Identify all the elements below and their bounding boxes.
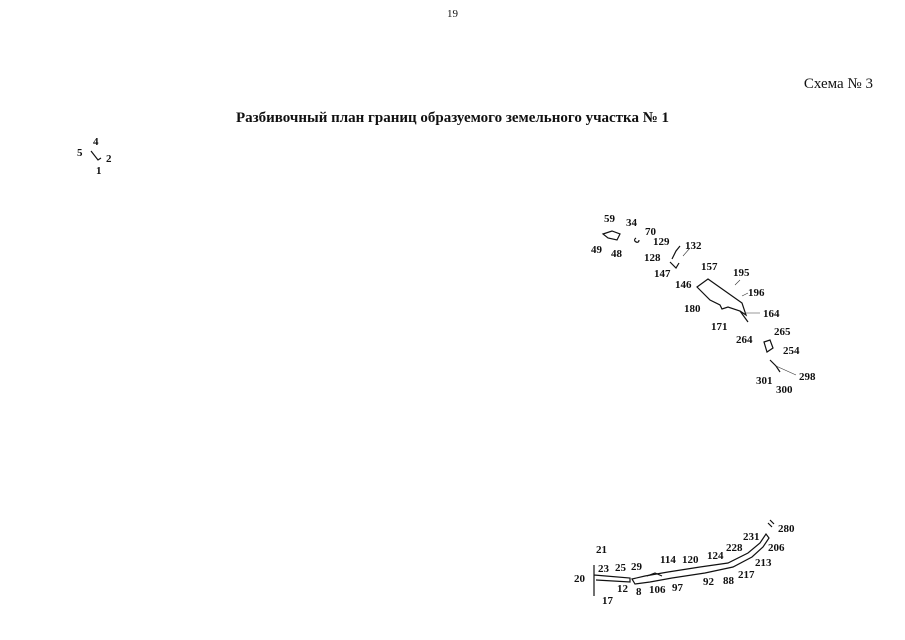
boundary-line [770,360,780,372]
plan-title-text: Разбивочный план границ образуемого земельного участка № 1 [235,110,670,126]
scheme-label: Схема № 3 [803,76,873,92]
point-label: 97 [672,582,683,594]
page-number: 19 [447,8,458,20]
point-label: 124 [707,550,724,562]
boundary-line [635,238,640,242]
point-label: 48 [611,248,622,260]
point-label: 195 [733,267,750,279]
point-label: 147 [654,268,671,280]
boundary-line [91,151,101,160]
point-label: 231 [743,531,760,543]
point-label: 206 [768,542,785,554]
point-label: 171 [711,321,728,333]
point-label: 157 [701,261,718,273]
point-label: 2 [106,153,112,165]
point-label: 298 [799,371,816,383]
parcel-fragment-b [591,213,816,396]
point-label: 5 [77,147,83,159]
point-label: 132 [685,240,702,252]
point-label: 180 [684,303,701,315]
point-label: 88 [723,575,734,587]
point-label: 92 [703,576,714,588]
point-label: 25 [615,562,626,574]
boundary-line [768,520,774,527]
point-label: 301 [756,375,773,387]
point-label: 120 [682,554,699,566]
point-label: 70 [645,226,656,238]
point-label: 20 [574,573,585,585]
point-label: 106 [649,584,666,596]
point-label: 254 [783,345,800,357]
point-label: 59 [604,213,615,225]
point-label: 4 [93,136,99,148]
point-label: 264 [736,334,753,346]
point-label: 34 [626,217,637,229]
point-label: 17 [602,595,613,607]
point-label: 217 [738,569,755,581]
point-label: 12 [617,583,628,595]
point-label: 228 [726,542,743,554]
point-label: 23 [598,563,609,575]
point-label: 114 [660,554,676,566]
point-label: 300 [776,384,793,396]
point-label: 164 [763,308,780,320]
boundary-line [670,246,680,268]
point-label: 49 [591,244,602,256]
point-label: 128 [644,252,661,264]
point-label: 8 [636,586,642,598]
point-label: 280 [778,523,795,535]
parcel-fragment-a [77,136,112,177]
point-label: 196 [748,287,765,299]
point-label: 129 [653,236,670,248]
point-label: 1 [96,165,102,177]
boundary-line [603,231,620,240]
point-label: 213 [755,557,772,569]
point-label: 265 [774,326,791,338]
point-label: 29 [631,561,642,573]
boundary-line [740,311,748,322]
point-label: 21 [596,544,607,556]
parcel-fragment-c [574,520,795,607]
boundary-line [764,340,773,352]
point-label: 146 [675,279,692,291]
boundary-line [697,279,746,315]
